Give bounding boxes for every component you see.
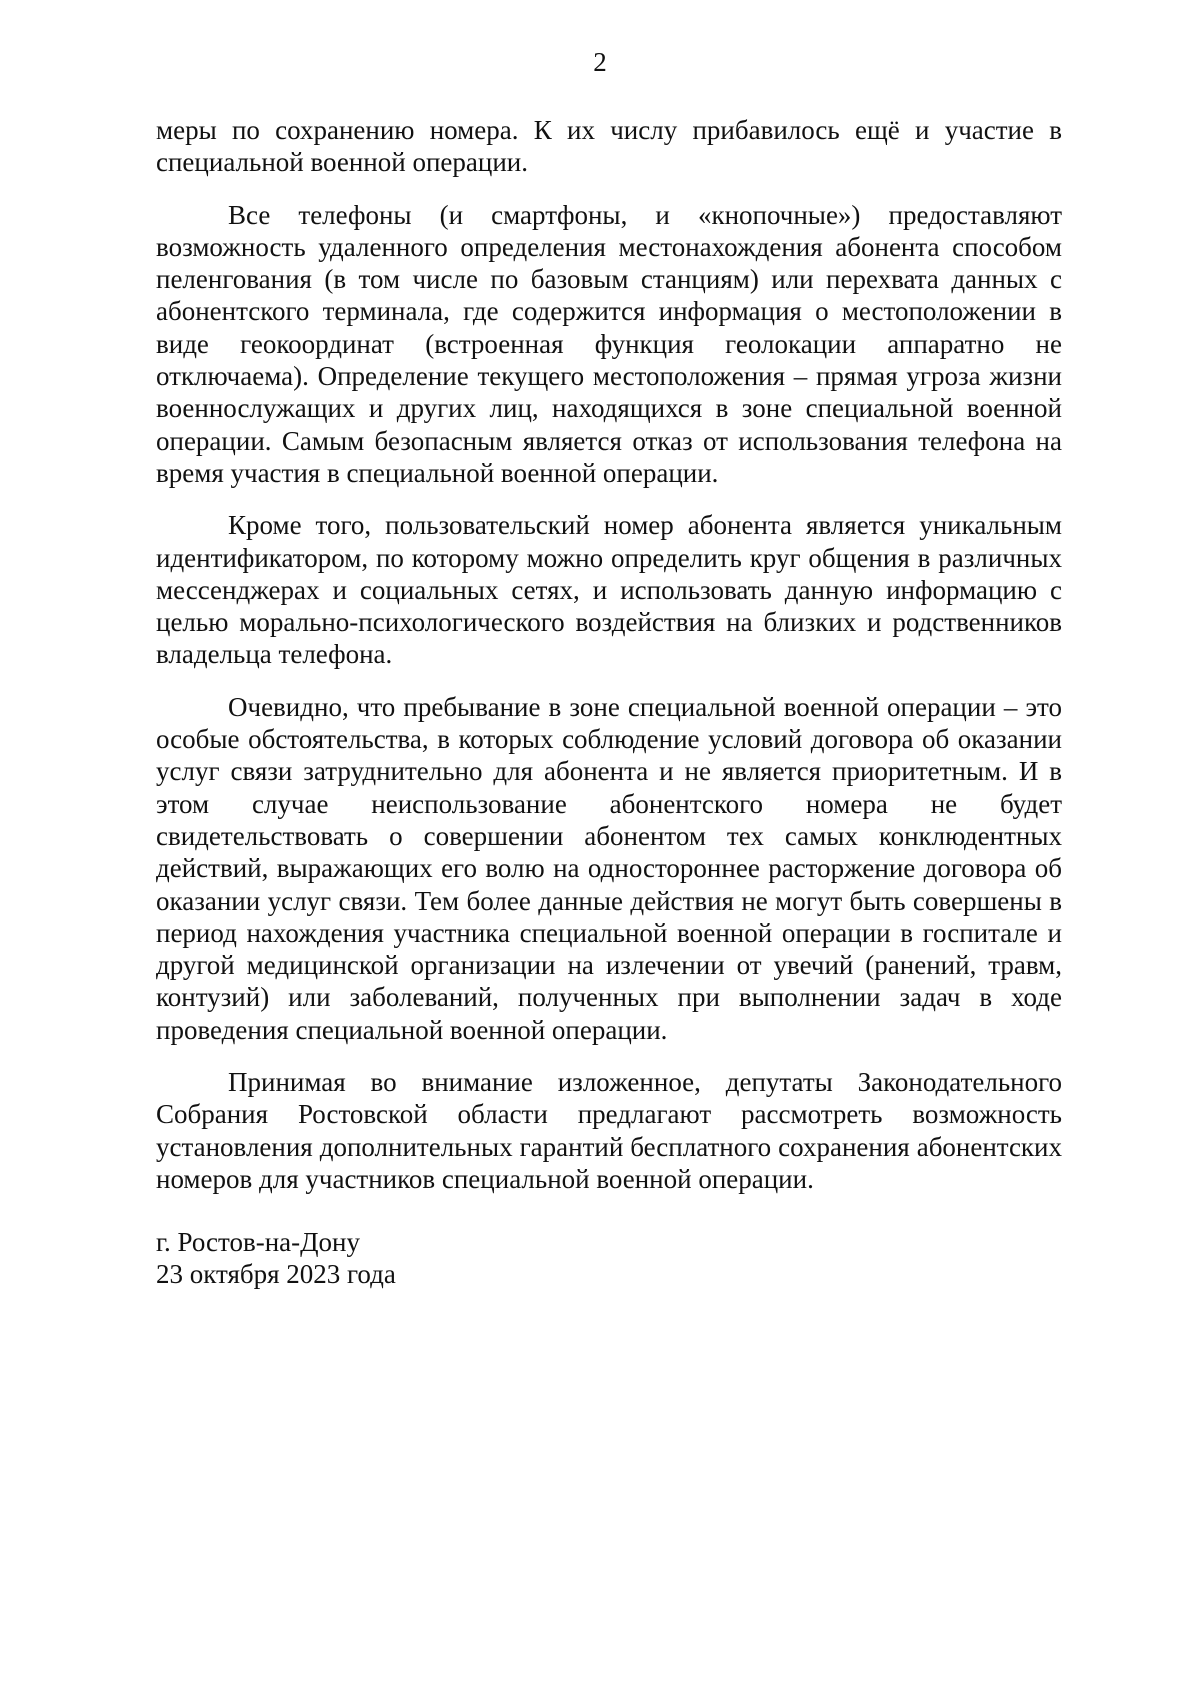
paragraph-phone-geolocation: Все телефоны (и смартфоны, и «кнопочные») предоставляют возможность удаленного определения местонахождения абонента способом пеленгования (в том числе по базовым станциям) или перехвата данных с абонентского терминала, где содержится информация о местоположении в виде геокоординат (встроенная функция геолокации аппаратно не отключаема). Определение текущего местоположения – прямая угроза жизни военнослужащих и других лиц, находящихся в зоне специальной военной операции. Самым безопасным является отказ от использования телефона на время участия в специальной военной операции. [156, 199, 1062, 488]
place-and-date-block [156, 1226, 756, 1291]
paragraph-proposal: Принимая во внимание изложенное, депутаты Законодательного Собрания Ростовской области предлагают рассмотреть возможность установления дополнительных гарантий бесплатного сохранения абонентских номеров для участников специальной военной операции. [156, 1067, 1062, 1194]
paragraph-continuation: меры по сохранению номера. К их числу прибавилось ещё и участие в специальной военной операции. [156, 115, 1062, 178]
document-body [156, 114, 1062, 1215]
page-number: 2 [593, 47, 607, 77]
paragraph-subscriber-identifier: Кроме того, пользовательский номер абонента является уникальным идентификатором, по которому можно определить круг общения в различных мессенджерах и социальных сетях, и использовать данную информацию с целью морально-психологического воздействия на близких и родственников владельца телефона. [156, 510, 1062, 670]
paragraph-special-circumstances: Очевидно, что пребывание в зоне специальной военной операции – это особые обстоятельства, в которых соблюдение условий договора об оказании услуг связи затруднительно для абонента и не является приоритетным. И в этом случае неиспользование абонентского номера не будет свидетельствовать о совершении абонентом тех самых конклюдентных действий, выражающих его волю на одностороннее расторжение договора об оказании услуг связи. Тем более данные действия не могут быть совершены в период нахождения участника специальной военной операции в госпитале и другой медицинской организации на излечении от увечий (ранений, травм, контузий) или заболеваний, полученных при выполнении задач в ходе проведения специальной военной операции. [156, 691, 1062, 1045]
place-text: г. Ростов-на-Дону [156, 1227, 361, 1257]
date-text: 23 октября 2023 года [156, 1259, 396, 1290]
